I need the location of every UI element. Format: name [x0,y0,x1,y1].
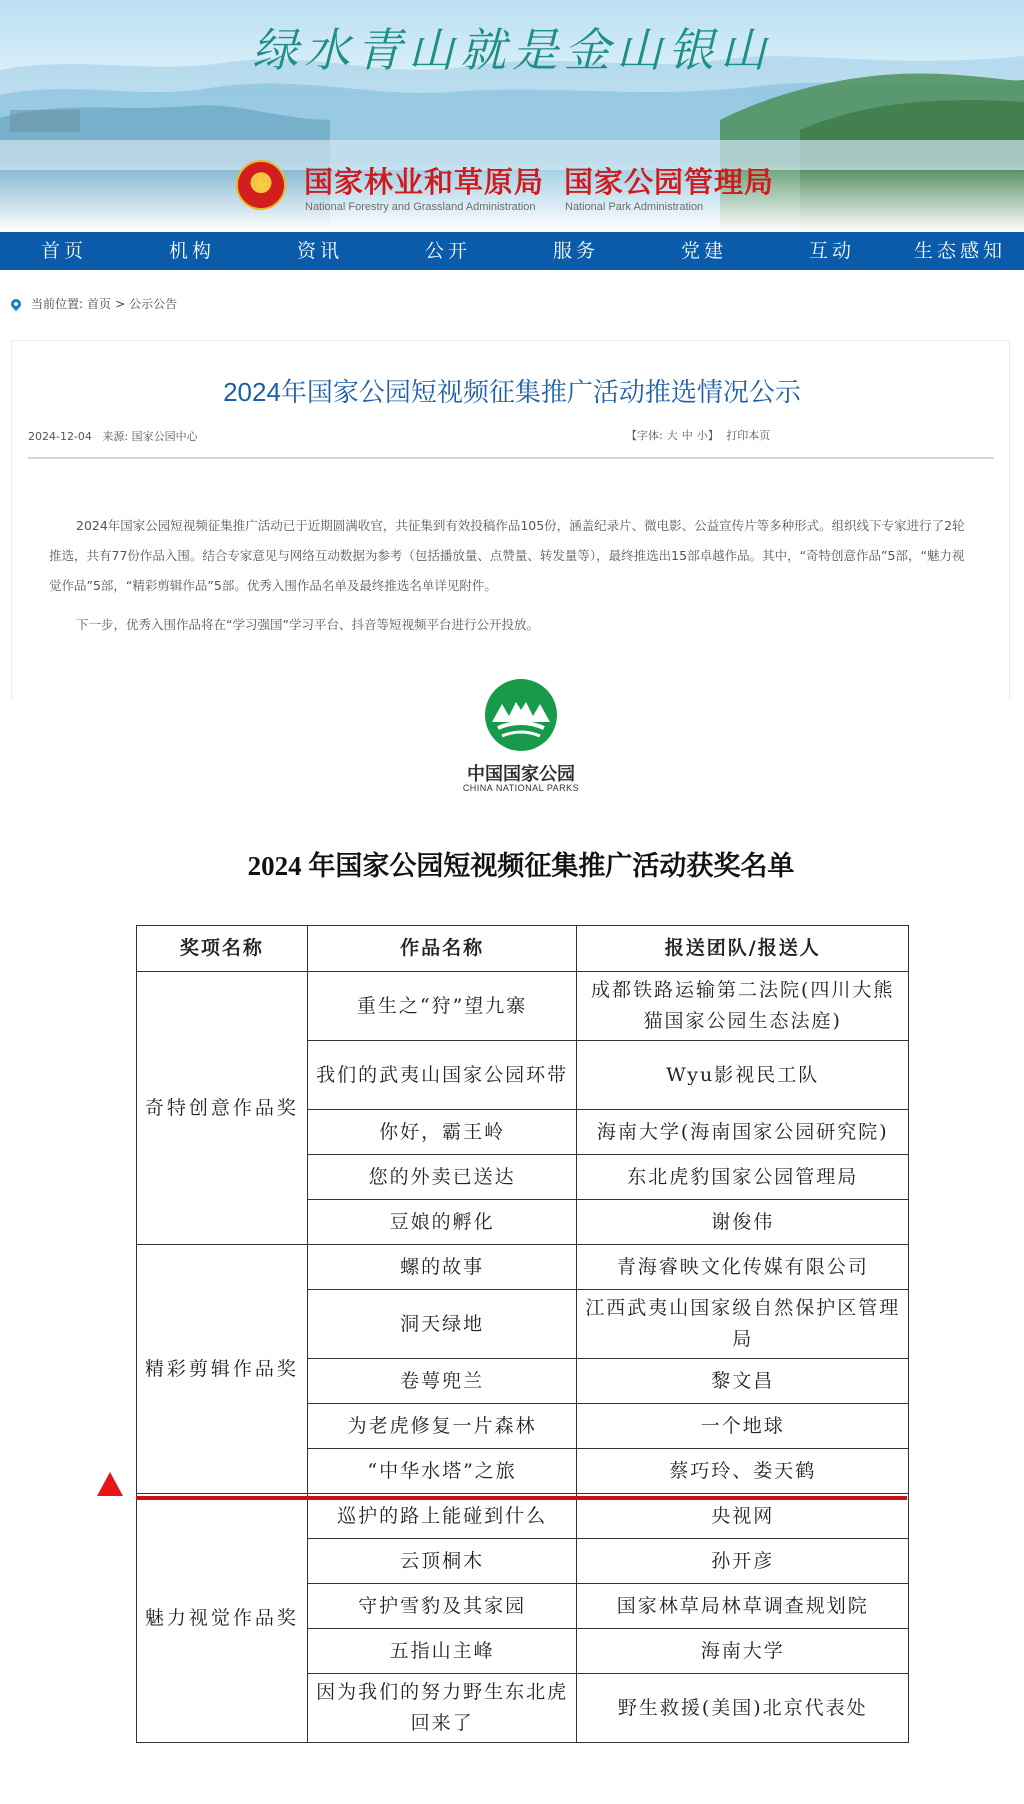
award-list-title: 2024 年国家公园短视频征集推广活动获奖名单 [247,851,795,881]
work-title-cell: 重生之“狩”望九寨 [307,972,577,1041]
divider [28,457,994,459]
submitter-cell: 孙开彦 [577,1539,909,1584]
article-meta [28,428,198,444]
nav-services[interactable]: 服务 [552,240,599,262]
article-paragraph-1: 2024年国家公园短视频征集推广活动已于近期圆满收官，共征集到有效投稿作品105份，涵盖纪录片、微电影、公益宣传片等多种形式。组织线下专家进行了2轮推选，共有77份作品入围。结合专家意见与网络互动数据为参考（包括播放量、点赞量、转发量等），最终推选出15部卓越作品。其中，“奇特创意作品”5部，“魅力视觉作品”5部，“精彩剪辑作品”5部。优秀入围作品名单及最终推选名单详见附件。 [49,518,965,593]
table-row [137,1494,909,1539]
submitter-cell: 海南大学(海南国家公园研究院) [577,1110,909,1155]
logo-text-en: CHINA NATIONAL PARKS [462,783,580,793]
article-title: 2024年国家公园短视频征集推广活动推选情况公示 [223,377,801,407]
submitter-cell: 一个地球 [577,1404,909,1449]
breadcrumb-separator: > [115,296,126,311]
font-medium-button[interactable]: 中 [681,429,693,442]
breadcrumb-home-link[interactable]: 首页 [87,297,112,311]
submitter-cell: 蔡巧玲、娄天鹤 [577,1449,909,1494]
work-title-cell: 巡护的路上能碰到什么 [307,1494,577,1539]
org-name-forestry: 国家林业和草原局 [304,165,545,199]
submitter-cell: 国家林草局林草调查规划院 [577,1584,909,1629]
work-title-cell: 云顶桐木 [307,1539,577,1584]
article-paragraph-2: 下一步，优秀入围作品将在“学习强国”学习平台、抖音等短视频平台进行公开投放。 [76,617,539,632]
table-header-row [137,926,909,972]
breadcrumb-current-link[interactable]: 公示公告 [129,297,178,311]
work-title-cell: 因为我们的努力野生东北虎回来了 [307,1674,577,1743]
header-banner [0,0,1024,232]
source-label: 来源: [102,430,129,443]
submitter-cell: 央视网 [577,1494,909,1539]
submitter-cell: 野生救援(美国)北京代表处 [577,1674,909,1743]
header-submitter: 报送团队/报送人 [577,926,909,972]
national-emblem-icon: ★ [236,160,286,210]
print-button[interactable]: 打印本页 [726,429,771,442]
org-name-forestry-en: National Forestry and Grassland Administration [305,201,536,213]
submitter-cell: Wyu影视民工队 [577,1041,909,1110]
nav-interaction[interactable]: 互动 [808,240,855,262]
work-title-cell: 您的外卖已送达 [307,1155,577,1200]
org-name-park: 国家公园管理局 [564,165,775,199]
work-title-cell: 卷萼兜兰 [307,1359,577,1404]
work-title-cell: 为老虎修复一片森林 [307,1404,577,1449]
work-title-cell: “中华水塔”之旅 [307,1449,577,1494]
award-category-cell: 魅力视觉作品奖 [137,1494,308,1743]
slogan-calligraphy: 绿水青山就是金山银山 [252,23,772,77]
header-award: 奖项名称 [137,926,308,972]
submitter-cell: 江西武夷山国家级自然保护区管理局 [577,1290,909,1359]
work-title-cell: 我们的武夷山国家公园环带 [307,1041,577,1110]
table-row [137,972,909,1041]
nav-home[interactable]: 首页 [40,240,87,262]
work-title-cell: 守护雪豹及其家园 [307,1584,577,1629]
nav-party[interactable]: 党建 [680,240,727,262]
org-name-park-en: National Park Administration [565,201,704,213]
publish-date: 2024-12-04 [28,430,92,443]
table-row [137,1245,909,1290]
submitter-cell: 东北虎豹国家公园管理局 [577,1155,909,1200]
main-nav [0,232,1024,270]
red-marker-line [136,1496,907,1500]
work-title-cell: 五指山主峰 [307,1629,577,1674]
work-title-cell: 洞天绿地 [307,1290,577,1359]
article-tools [626,427,774,443]
nav-public[interactable]: 公开 [424,240,471,262]
font-size-label: 【字体: [626,429,663,442]
china-national-parks-logo-icon [484,678,558,752]
font-small-button[interactable]: 小】 [696,429,719,442]
breadcrumb-prefix: 当前位置: [31,297,84,311]
source-name: 国家公园中心 [131,430,198,443]
submitter-cell: 成都铁路运输第二法院(四川大熊猫国家公园生态法庭) [577,972,909,1041]
location-pin-icon [9,296,23,310]
work-title-cell: 豆娘的孵化 [307,1200,577,1245]
work-title-cell: 你好，霸王岭 [307,1110,577,1155]
breadcrumb [11,295,177,312]
submitter-cell: 青海睿映文化传媒有限公司 [577,1245,909,1290]
red-triangle-marker-icon [97,1472,123,1496]
nav-organization[interactable]: 机构 [168,240,215,262]
work-title-cell: 螺的故事 [307,1245,577,1290]
header-work: 作品名称 [307,926,577,972]
submitter-cell: 谢俊伟 [577,1200,909,1245]
font-large-button[interactable]: 大 [666,429,678,442]
submitter-cell: 黎文昌 [577,1359,909,1404]
nav-ecology[interactable]: 生态感知 [913,240,1006,262]
submitter-cell: 海南大学 [577,1629,909,1674]
award-category-cell: 奇特创意作品奖 [137,972,308,1245]
nav-news[interactable]: 资讯 [296,240,343,262]
award-table [136,925,909,1743]
award-category-cell: 精彩剪辑作品奖 [137,1245,308,1494]
logo-text-cn: 中国国家公园 [467,764,575,785]
